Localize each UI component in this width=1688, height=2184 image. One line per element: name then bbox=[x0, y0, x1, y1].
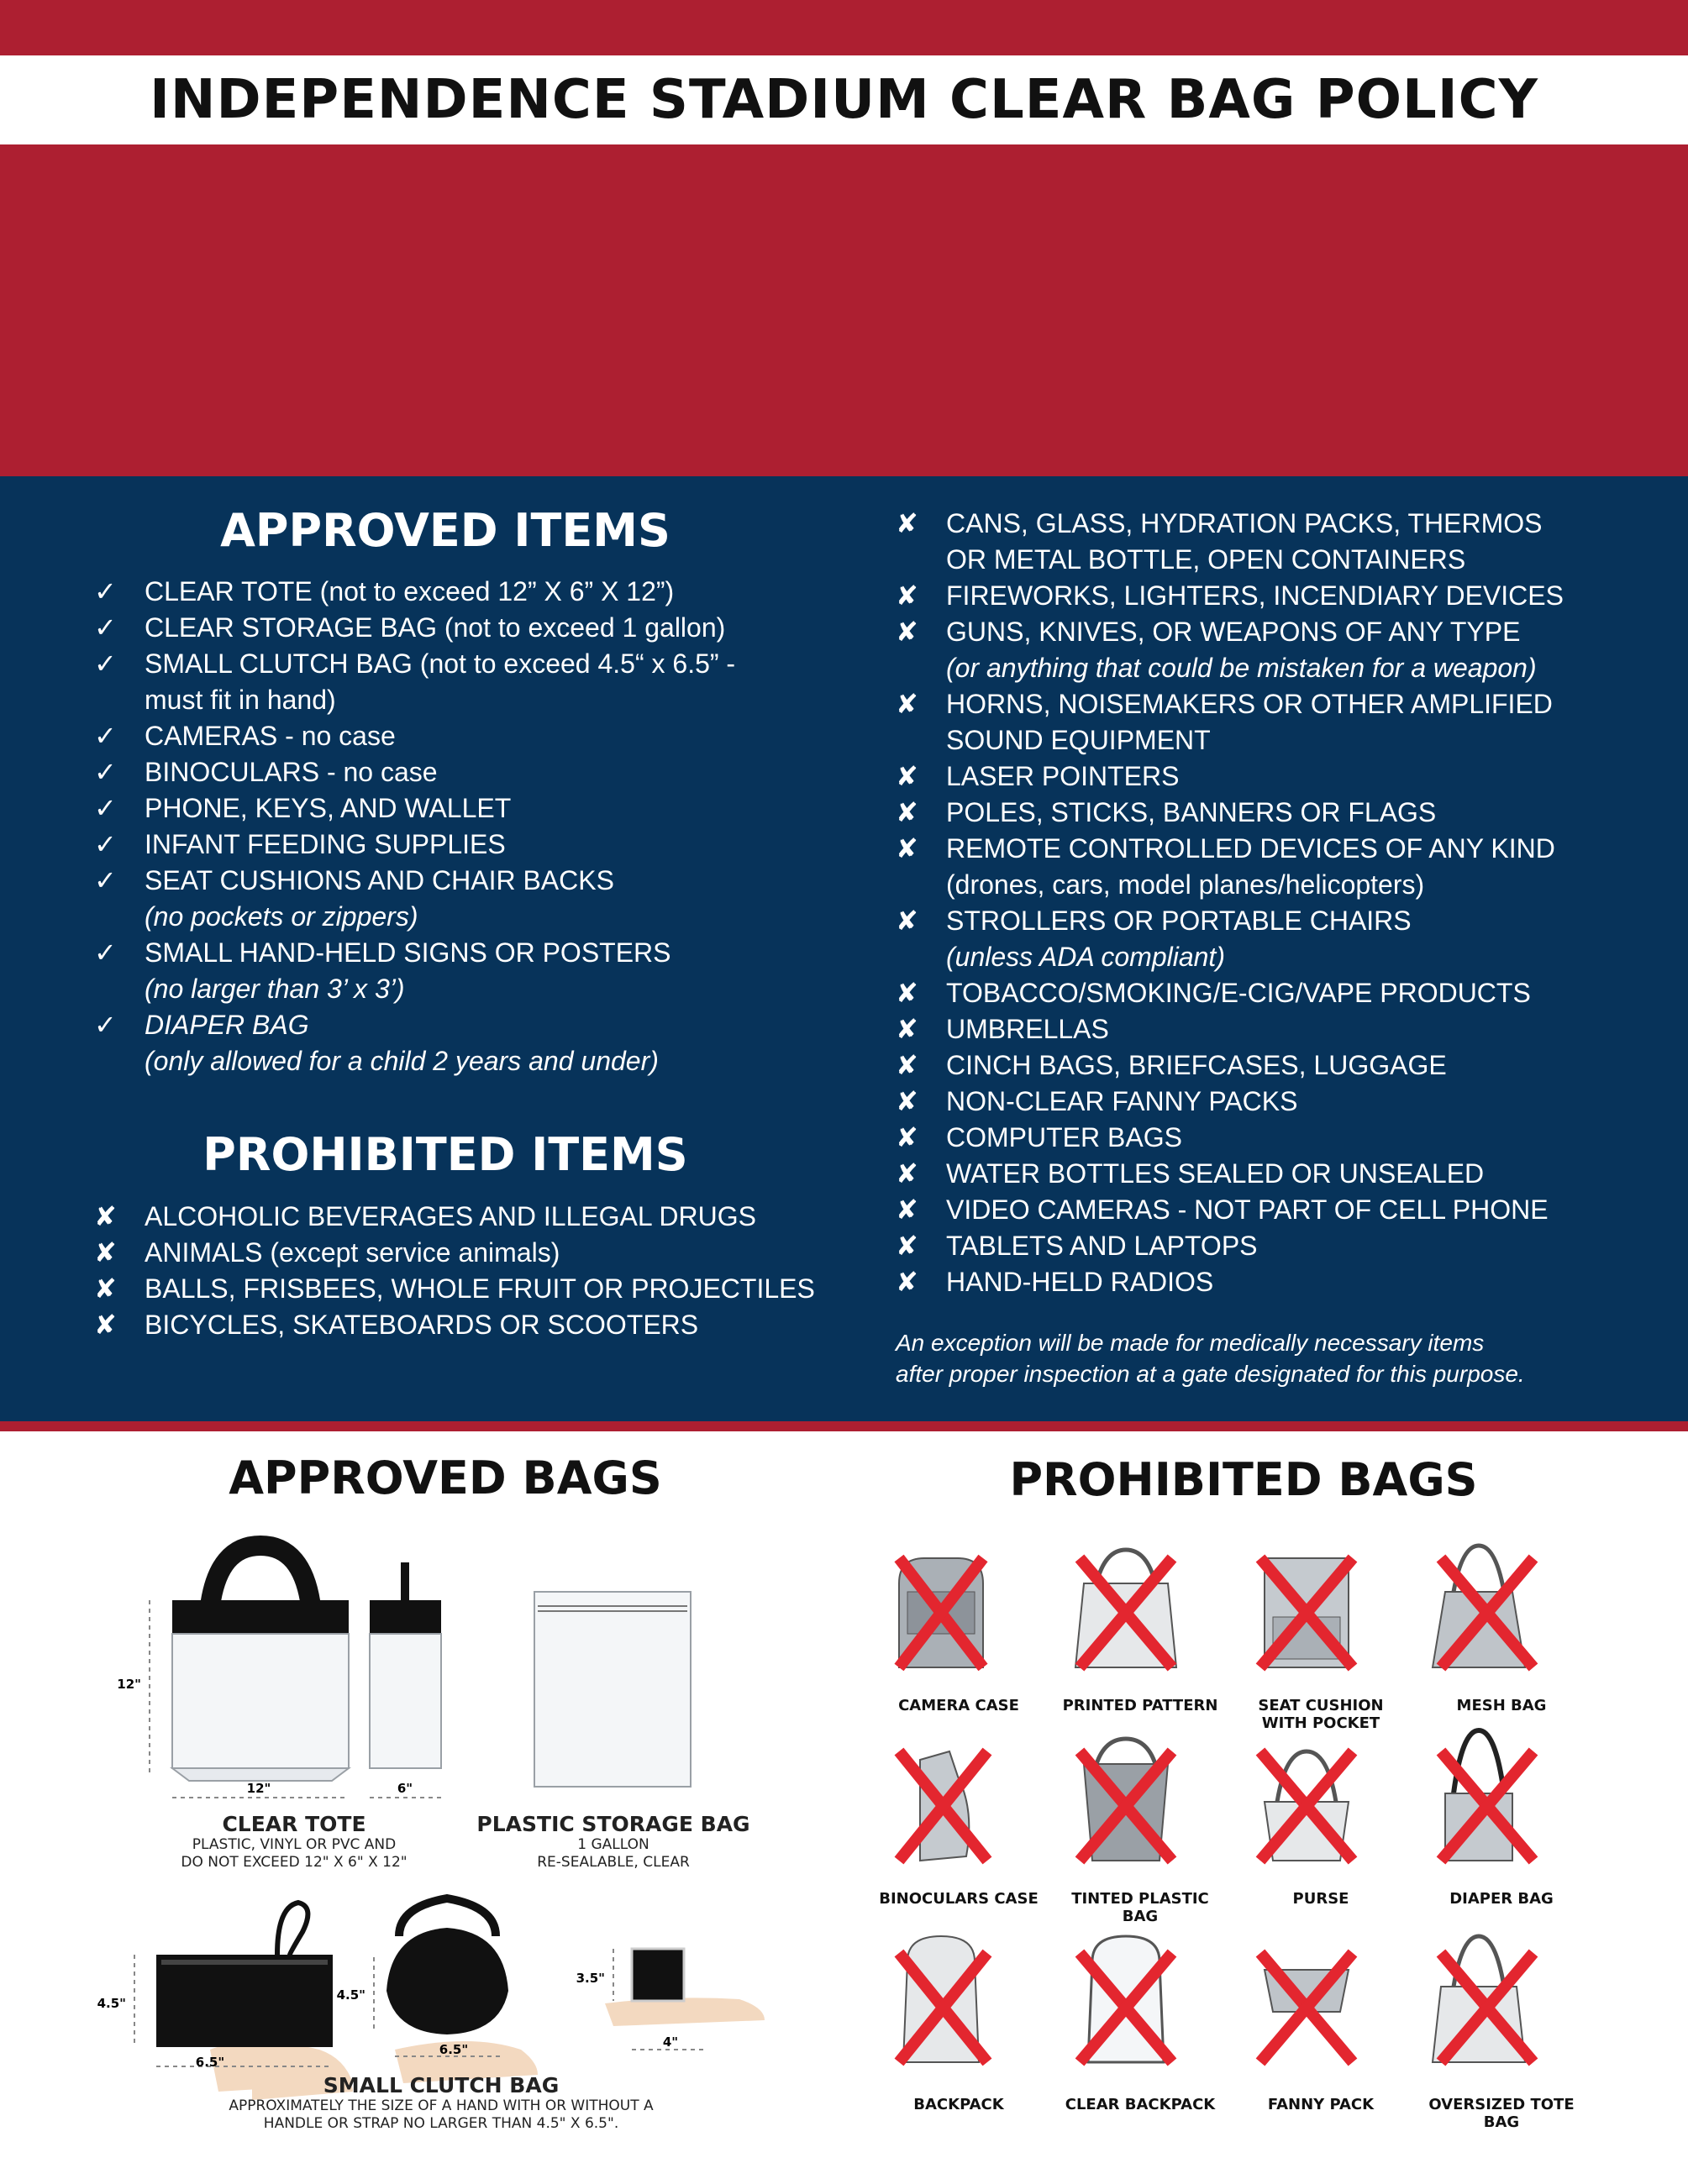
red-banner bbox=[0, 144, 1688, 476]
camera-case-caption: CAMERA CASE bbox=[898, 1697, 1019, 1714]
check-icon: ✓ bbox=[94, 865, 117, 895]
list-item: ✓ PHONE, KEYS, AND WALLET bbox=[94, 790, 817, 827]
x-mark-icon: ✘ bbox=[896, 617, 918, 647]
small-clutch-title: SMALL CLUTCH BAG bbox=[323, 2073, 560, 2097]
storage-bag-caption: PLASTIC STORAGE BAG 1 GALLON RE-SEALABLE, CLEAR bbox=[471, 1812, 756, 1872]
x-mark-icon: ✘ bbox=[896, 689, 918, 719]
purse-caption: PURSE bbox=[1292, 1890, 1349, 1908]
check-icon: ✓ bbox=[94, 648, 117, 679]
check-icon: ✓ bbox=[94, 576, 117, 606]
seat-cushion-caption: SEAT CUSHION WITH POCKET bbox=[1258, 1697, 1384, 1732]
list-item: ✘ TABLETS AND LAPTOPS bbox=[896, 1228, 1652, 1264]
printed-pattern-caption: PRINTED PATTERN bbox=[1062, 1697, 1218, 1714]
x-mark-icon: ✘ bbox=[94, 1201, 117, 1231]
small-wallet-illustration bbox=[576, 1949, 765, 2050]
binoculars-case-caption: BINOCULARS CASE bbox=[879, 1890, 1039, 1908]
x-mark-icon: ✘ bbox=[896, 1194, 918, 1225]
x-mark-icon: ✘ bbox=[896, 906, 918, 936]
mesh-bag-caption: MESH BAG bbox=[1456, 1697, 1547, 1714]
list-item: ✘ BALLS, FRISBEES, WHOLE FRUIT OR PROJECTILES bbox=[94, 1271, 833, 1307]
x-mark-icon: ✘ bbox=[896, 1014, 918, 1044]
list-item: ✓ DIAPER BAG (only allowed for a child 2 years and under) bbox=[94, 1007, 817, 1079]
purse-item bbox=[1260, 1751, 1353, 1861]
list-item: ✓ CAMERAS - no case bbox=[94, 718, 817, 754]
check-icon: ✓ bbox=[94, 612, 117, 643]
list-item: ✘ BICYCLES, SKATEBOARDS OR SCOOTERS bbox=[94, 1307, 833, 1343]
prohibited-bags-heading: PROHIBITED BAGS bbox=[1009, 1453, 1478, 1506]
clear-tote-title: CLEAR TOTE bbox=[222, 1812, 366, 1836]
list-item: ✓ CLEAR STORAGE BAG (not to exceed 1 gallon) bbox=[94, 610, 817, 646]
list-item: ✘ POLES, STICKS, BANNERS OR FLAGS bbox=[896, 795, 1652, 831]
list-item: ✘ REMOTE CONTROLLED DEVICES OF ANY KIND (drones, cars, model planes/helicopters) bbox=[896, 831, 1652, 903]
title-bar bbox=[0, 55, 1688, 144]
list-item: ✘ NON-CLEAR FANNY PACKS bbox=[896, 1084, 1652, 1120]
printed-pattern-item bbox=[1075, 1550, 1176, 1667]
list-item: ✘ CINCH BAGS, BRIEFCASES, LUGGAGE bbox=[896, 1047, 1652, 1084]
diaper-bag-item bbox=[1441, 1730, 1533, 1861]
list-item: ✘ VIDEO CAMERAS - NOT PART OF CELL PHONE bbox=[896, 1192, 1652, 1228]
x-mark-icon: ✘ bbox=[896, 833, 918, 864]
list-item: ✘ TOBACCO/SMOKING/E-CIG/VAPE PRODUCTS bbox=[896, 975, 1652, 1011]
check-icon: ✓ bbox=[94, 721, 117, 751]
clutch-handbag-illustration bbox=[337, 1898, 538, 2083]
binoculars-case-item bbox=[899, 1751, 987, 1861]
list-item: ✓ CLEAR TOTE (not to exceed 12” X 6” X 12”) bbox=[94, 574, 817, 610]
list-item: ✓ SMALL CLUTCH BAG (not to exceed 4.5“ x 6.5” - must fit in hand) bbox=[94, 646, 817, 718]
x-mark-icon: ✘ bbox=[94, 1273, 117, 1304]
list-item: ✘ STROLLERS OR PORTABLE CHAIRS (unless ADA compliant) bbox=[896, 903, 1652, 975]
x-mark-icon: ✘ bbox=[896, 978, 918, 1008]
list-item: ✘ ANIMALS (except service animals) bbox=[94, 1235, 833, 1271]
prohibited-items-list-right bbox=[896, 506, 1652, 1300]
top-red-band bbox=[0, 0, 1688, 55]
clear-tote-caption: CLEAR TOTE PLASTIC, VINYL OR PVC AND DO NOT EXCEED 12" X 6" X 12" bbox=[160, 1812, 429, 1872]
list-item: ✓ BINOCULARS - no case bbox=[94, 754, 817, 790]
list-item: ✘ HAND-HELD RADIOS bbox=[896, 1264, 1652, 1300]
clutch2-width-label: 6.5" bbox=[439, 2042, 469, 2057]
list-item: ✘ LASER POINTERS bbox=[896, 759, 1652, 795]
approved-bags-heading: APPROVED BAGS bbox=[229, 1452, 662, 1504]
diaper-bag-caption: DIAPER BAG bbox=[1449, 1890, 1554, 1908]
list-item: ✘ FIREWORKS, LIGHTERS, INCENDIARY DEVICES bbox=[896, 578, 1652, 614]
medical-exception-note: An exception will be made for medically necessary items after proper inspection at a gate designated for this purpose. bbox=[896, 1330, 1525, 1387]
x-mark-icon: ✘ bbox=[896, 1086, 918, 1116]
x-mark-icon: ✘ bbox=[896, 1158, 918, 1189]
seat-cushion-with-pocket-item bbox=[1260, 1558, 1353, 1667]
list-item: ✓ INFANT FEEDING SUPPLIES bbox=[94, 827, 817, 863]
clutch2-height-label: 4.5" bbox=[336, 1987, 365, 2003]
storage-bag-title: PLASTIC STORAGE BAG bbox=[476, 1812, 750, 1836]
page-title: INDEPENDENCE STADIUM CLEAR BAG POLICY bbox=[150, 69, 1538, 131]
x-mark-icon: ✘ bbox=[896, 1122, 918, 1152]
list-item: ✘ COMPUTER BAGS bbox=[896, 1120, 1652, 1156]
clutch-wristlet-illustration bbox=[97, 1903, 353, 2100]
list-item: ✘ GUNS, KNIVES, OR WEAPONS OF ANY TYPE (or anything that could be mistaken for a weapon) bbox=[896, 614, 1652, 686]
check-icon: ✓ bbox=[94, 1010, 117, 1040]
prohibited-bags-illustration bbox=[874, 1541, 1613, 2129]
x-mark-icon: ✘ bbox=[896, 580, 918, 611]
list-item: ✘ UMBRELLAS bbox=[896, 1011, 1652, 1047]
width-12-label: 12" bbox=[246, 1781, 271, 1796]
x-mark-icon: ✘ bbox=[896, 508, 918, 538]
list-item: ✘ HORNS, NOISEMAKERS OR OTHER AMPLIFIED SOUND EQUIPMENT bbox=[896, 686, 1652, 759]
list-item: ✘ ALCOHOLIC BEVERAGES AND ILLEGAL DRUGS bbox=[94, 1199, 833, 1235]
depth-6-label: 6" bbox=[397, 1781, 413, 1796]
fanny-pack-caption: FANNY PACK bbox=[1267, 2096, 1375, 2113]
check-icon: ✓ bbox=[94, 757, 117, 787]
camera-case-item bbox=[899, 1558, 983, 1667]
clutch3-width-label: 4" bbox=[662, 2034, 679, 2050]
clear-backpack-caption: CLEAR BACKPACK bbox=[1065, 2096, 1216, 2113]
mesh-bag-item bbox=[1433, 1546, 1533, 1667]
oversized-tote-bag-item bbox=[1433, 1936, 1533, 2062]
x-mark-icon: ✘ bbox=[896, 761, 918, 791]
list-item: ✘ WATER BOTTLES SEALED OR UNSEALED bbox=[896, 1156, 1652, 1192]
backpack-item bbox=[899, 1936, 987, 2062]
x-mark-icon: ✘ bbox=[94, 1310, 117, 1340]
fanny-pack-item bbox=[1260, 1953, 1353, 2062]
list-item: ✘ CANS, GLASS, HYDRATION PACKS, THERMOS OR METAL BOTTLE, OPEN CONTAINERS bbox=[896, 506, 1652, 578]
x-mark-icon: ✘ bbox=[896, 797, 918, 827]
check-icon: ✓ bbox=[94, 829, 117, 859]
x-mark-icon: ✘ bbox=[896, 1267, 918, 1297]
approved-items-list bbox=[94, 574, 817, 1079]
x-mark-icon: ✘ bbox=[896, 1050, 918, 1080]
list-item: ✓ SMALL HAND-HELD SIGNS OR POSTERS (no larger than 3’ x 3’) bbox=[94, 935, 817, 1007]
clear-tote-illustration bbox=[117, 1546, 441, 1798]
height-12-label: 12" bbox=[117, 1677, 141, 1692]
check-icon: ✓ bbox=[94, 937, 117, 968]
clutch1-height-label: 4.5" bbox=[97, 1996, 126, 2011]
list-item: ✓ SEAT CUSHIONS AND CHAIR BACKS (no pockets or zippers) bbox=[94, 863, 817, 935]
clutch3-height-label: 3.5" bbox=[576, 1971, 605, 1986]
x-mark-icon: ✘ bbox=[896, 1231, 918, 1261]
oversized-tote-caption: OVERSIZED TOTE BAG bbox=[1428, 2096, 1575, 2131]
prohibited-items-heading: PROHIBITED ITEMS bbox=[202, 1128, 688, 1181]
backpack-caption: BACKPACK bbox=[913, 2096, 1004, 2113]
check-icon: ✓ bbox=[94, 793, 117, 823]
tinted-plastic-bag-caption: TINTED PLASTIC BAG bbox=[1071, 1890, 1209, 1925]
divider-red-band bbox=[0, 1421, 1688, 1431]
clutch1-width-label: 6.5" bbox=[195, 2055, 225, 2070]
items-panel bbox=[0, 476, 1688, 1421]
approved-items-heading: APPROVED ITEMS bbox=[220, 504, 670, 557]
clear-backpack-item bbox=[1080, 1936, 1172, 2062]
prohibited-items-list-left bbox=[94, 1199, 833, 1343]
x-mark-icon: ✘ bbox=[94, 1237, 117, 1268]
small-clutch-caption: SMALL CLUTCH BAG APPROXIMATELY THE SIZE OF A HAND WITH OR WITHOUT A HANDLE OR STRAP NO LARGER THAN 4.5" X 6.5". bbox=[168, 2073, 714, 2133]
plastic-storage-bag-illustration bbox=[534, 1592, 691, 1787]
tinted-plastic-bag-item bbox=[1080, 1739, 1172, 1861]
